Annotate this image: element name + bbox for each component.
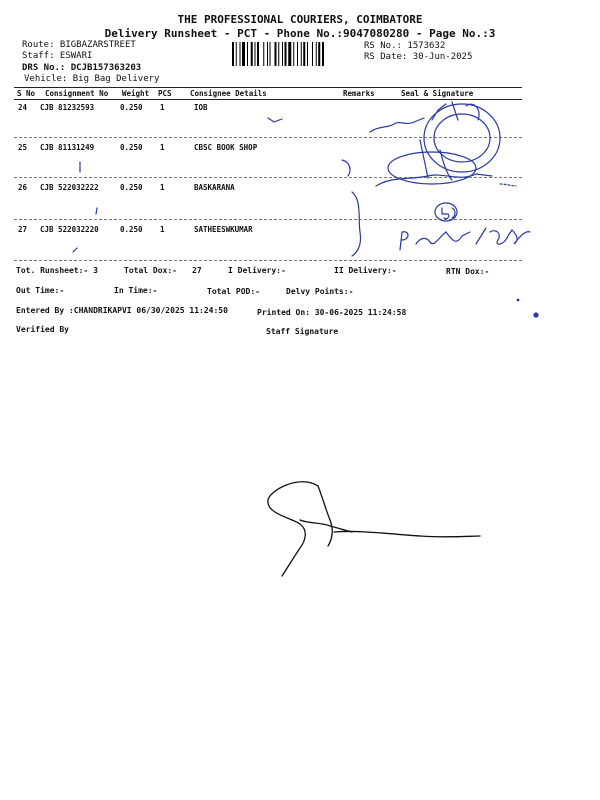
- entered-by: Entered By :CHANDRIKAPVI 06/30/2025 11:24:50: [16, 306, 228, 315]
- row-consignee: SATHEESWKUMAR: [194, 225, 253, 234]
- row-pcs: 1: [160, 225, 165, 234]
- barcode-bar: [270, 42, 271, 66]
- barcode-bar: [303, 42, 305, 66]
- row-weight: 0.250: [120, 225, 143, 234]
- out-time: Out Time:-: [16, 286, 65, 295]
- rs-date: RS Date: 30-Jun-2025: [364, 52, 473, 62]
- vehicle-label: Vehicle: Big Bag Delivery: [24, 74, 160, 84]
- barcode-bar: [251, 42, 253, 66]
- row-consignment: CJB 522032222: [40, 183, 99, 192]
- barcode-bar: [312, 42, 313, 66]
- barcode-bar: [301, 42, 302, 66]
- staff-signature: [268, 482, 318, 576]
- col-sno: S No: [17, 89, 36, 98]
- barcode-bar: [288, 42, 291, 66]
- row-sno: 24: [18, 103, 28, 112]
- barcode-bar: [257, 42, 259, 66]
- total-pod: Total POD:-: [207, 287, 260, 296]
- barcode-bar: [307, 42, 308, 66]
- row-weight: 0.250: [120, 183, 143, 192]
- staff-signature-label: Staff Signature: [266, 327, 339, 336]
- total-dox-value: 27: [192, 266, 202, 275]
- staff-label: Staff: ESWARI: [22, 51, 93, 61]
- row-pcs: 1: [160, 143, 165, 152]
- col-seal: Seal & Signature: [401, 89, 474, 98]
- barcode-bar: [285, 42, 287, 66]
- total-dox-label: Total Dox:-: [124, 266, 177, 275]
- row-consignee: IOB: [194, 103, 208, 112]
- tick-mark: [96, 208, 97, 214]
- barcode-bar: [322, 42, 324, 66]
- col-remarks: Remarks: [343, 89, 375, 98]
- tick-mark: [73, 248, 77, 252]
- rtn-dox: RTN Dox:-: [446, 267, 490, 276]
- barcode-bar: [236, 42, 237, 66]
- drs-number: DRS No.: DCJB157363203: [22, 63, 142, 73]
- row-weight: 0.250: [120, 143, 143, 152]
- seal-stamp: [424, 104, 500, 172]
- row-consignment: CJB 81131249: [40, 143, 95, 152]
- row-sno: 27: [18, 225, 28, 234]
- barcode-bar: [247, 42, 248, 66]
- barcode-bar: [318, 42, 320, 66]
- barcode: [232, 42, 354, 66]
- col-pcs: PCS: [158, 89, 172, 98]
- row-consignee: BASKARANA: [194, 183, 235, 192]
- col-weight: Weight: [122, 89, 150, 98]
- barcode-bar: [275, 42, 277, 66]
- barcode-bar: [240, 42, 241, 66]
- company-title: THE PROFESSIONAL COURIERS, COIMBATORE: [177, 13, 423, 26]
- row-pcs: 1: [160, 103, 165, 112]
- rs-number: RS No.: 1573632: [364, 41, 446, 51]
- barcode-bar: [278, 42, 279, 66]
- route-label: Route: BIGBAZARSTREET: [22, 40, 136, 50]
- row-sno: 26: [18, 183, 28, 192]
- col-consignee: Consignee Details: [190, 89, 267, 98]
- runsheet-subtitle: Delivery Runsheet - PCT - Phone No.:9047080280 - Page No.:3: [104, 27, 496, 40]
- tot-runsheet: Tot. Runsheet:- 3: [16, 266, 98, 275]
- barcode-bar: [293, 42, 294, 66]
- seal-stamp: [388, 152, 476, 184]
- col-consignment: Consignment No: [45, 89, 109, 98]
- delvy-points: Delvy Points:-: [286, 287, 354, 296]
- row-weight: 0.250: [120, 103, 143, 112]
- row-consignment: CJB 81232593: [40, 103, 95, 112]
- i-delivery: I Delivery:-: [228, 266, 286, 275]
- barcode-bar: [282, 42, 283, 66]
- printed-on: Printed On: 30-06-2025 11:24:58: [257, 308, 407, 317]
- barcode-bar: [255, 42, 256, 66]
- verified-by: Verified By: [16, 325, 69, 334]
- seal-stamp: [434, 114, 490, 162]
- barcode-bar: [242, 42, 245, 66]
- barcode-bar: [297, 42, 298, 66]
- tick-mark: [268, 118, 282, 122]
- ii-delivery: II Delivery:-: [334, 266, 397, 275]
- row-pcs: 1: [160, 183, 165, 192]
- barcode-bar: [263, 42, 264, 66]
- row-consignee: CBSC BOOK SHOP: [194, 143, 258, 152]
- row-consignment: CJB 522032220: [40, 225, 99, 234]
- row-sno: 25: [18, 143, 28, 152]
- in-time: In Time:-: [114, 286, 158, 295]
- barcode-bar: [316, 42, 317, 66]
- barcode-bar: [267, 42, 268, 66]
- barcode-bar: [232, 42, 234, 66]
